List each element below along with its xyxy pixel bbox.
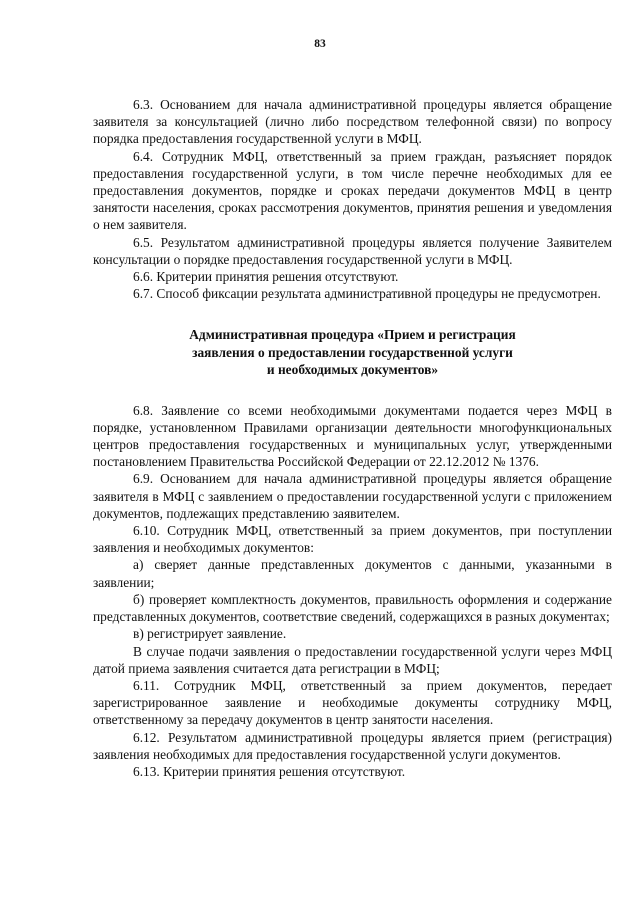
page-number: 83 — [314, 38, 326, 50]
document-body — [93, 96, 612, 780]
heading-line-2: заявления о предоставлении государственной услуги — [192, 344, 513, 360]
paragraph-6-9: 6.9. Основанием для начала административной процедуры является обращение заявителя в МФЦ с заявлением о предоставлении государственной услуги с приложением документов, подлежащих представлению заявителем. — [93, 471, 612, 521]
list-item-b: б) проверяет комплектность документов, правильность оформления и содержание представленных документов, соответствие сведений, содержащихся в разных документах; — [93, 591, 612, 625]
paragraph-6-8: 6.8. Заявление со всеми необходимыми документами подается через МФЦ в порядке, установленном Правилами организации деятельности многофункциональных центров предоставления государственных и муниципальных услуг, утвержденными постановлением Правительства Российской Федерации от 22.12.2012 № 1376. — [93, 402, 612, 470]
paragraph-6-3: 6.3. Основанием для начала административной процедуры является обращение заявителя за консультацией (лично либо посредством телефонной связи) по вопросу порядка предоставления государственной услуги в МФЦ. — [93, 97, 612, 147]
list-item-c: в) регистрирует заявление. — [133, 626, 287, 642]
list-item-a: а) сверяет данные представленных документов с данными, указанными в заявлении; — [93, 557, 612, 590]
paragraph-6-4: 6.4. Сотрудник МФЦ, ответственный за прием граждан, разъясняет порядок предоставления государственной услуги, в том числе перечне необходимых для ее предоставления документов, порядке и сроках передачи документов МФЦ в центр занятости населения, сроках рассмотрения документов, принятия решения и уведомления о нем заявителя. — [93, 148, 612, 233]
paragraph-6-12: 6.12. Результатом административной процедуры является прием (регистрация) заявления необходимых для предоставления государственной услуги документов. — [93, 729, 612, 762]
paragraph-6-13: 6.13. Критерии принятия решения отсутствуют. — [133, 763, 406, 779]
paragraph-registration-date: В случае подачи заявления о предоставлении государственной услуги через МФЦ датой приема заявления считается дата регистрации в МФЦ; — [93, 643, 612, 676]
paragraph-6-5: 6.5. Результатом административной процедуры является получение Заявителем консультации о порядке предоставления государственной услуги в МФЦ. — [93, 234, 612, 267]
paragraph-6-10: 6.10. Сотрудник МФЦ, ответственный за прием документов, при поступлении заявления и необходимых документов: — [93, 523, 612, 556]
paragraph-6-6: 6.6. Критерии принятия решения отсутствуют. — [133, 269, 399, 285]
section-6-reception — [93, 402, 612, 780]
paragraph-6-11: 6.11. Сотрудник МФЦ, ответственный за прием документов, передает зарегистрированное заявление и необходимые документы сотруднику МФЦ, ответственному за передачу документов в центр занятости населения. — [93, 677, 612, 728]
heading-line-1: Административная процедура «Прием и регистрация — [189, 327, 516, 343]
heading-line-3: и необходимых документов» — [266, 362, 439, 378]
paragraph-6-7: 6.7. Способ фиксации результата административной процедуры не предусмотрен. — [133, 286, 601, 302]
section-6-consultation — [93, 96, 612, 302]
section-heading — [93, 326, 612, 378]
